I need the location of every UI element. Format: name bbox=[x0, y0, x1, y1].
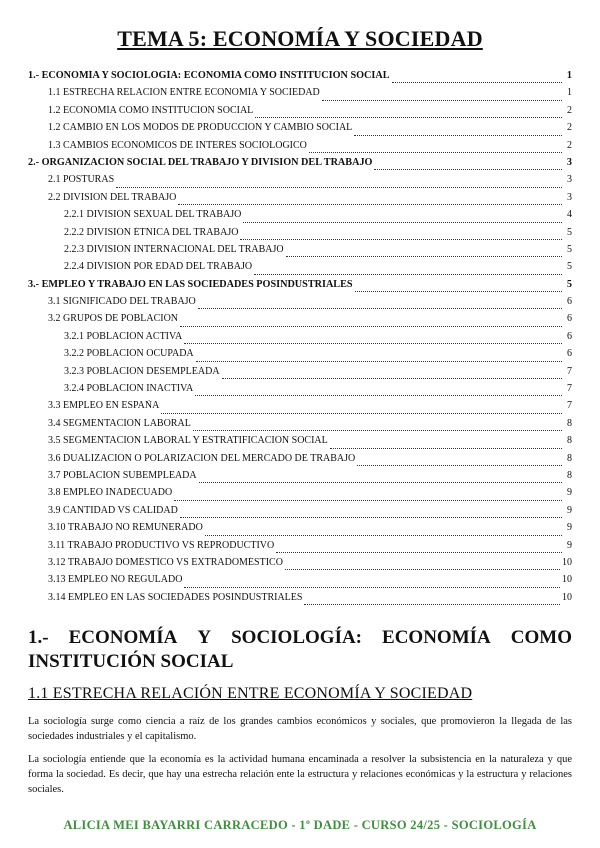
toc-entry-label: 3.8 EMPLEO INADECUADO bbox=[48, 487, 173, 499]
toc-entry-page: 6 bbox=[567, 348, 572, 360]
toc-entry-page: 10 bbox=[562, 591, 572, 603]
sub-heading: 1.1 ESTRECHA RELACIÓN ENTRE ECONOMÍA Y SOCIEDAD bbox=[28, 685, 473, 702]
toc-entry-label: 1.1 ESTRECHA RELACIÓN ENTRE ECONOMÍA Y SOCIEDAD bbox=[48, 87, 320, 99]
paragraph: La sociología surge como ciencia a raíz de los grandes cambios económicos y sociales, que promovieron la llegada de las sociedades industriales y el capitalismo. bbox=[28, 716, 572, 742]
toc-entry-page: 3 bbox=[567, 191, 572, 203]
toc-entry-page: 7 bbox=[567, 400, 572, 412]
toc-entry-page: 8 bbox=[567, 435, 572, 447]
toc-entry-page: 9 bbox=[567, 487, 572, 499]
toc-leader bbox=[180, 325, 562, 327]
toc-entry[interactable] bbox=[28, 557, 572, 574]
toc-leader bbox=[161, 412, 562, 414]
toc-entry-page: 6 bbox=[567, 313, 572, 325]
toc-entry[interactable] bbox=[28, 209, 572, 226]
toc-leader bbox=[196, 360, 562, 362]
toc-leader bbox=[180, 516, 562, 518]
section-heading-line2: INSTITUCIÓN SOCIAL bbox=[28, 651, 234, 672]
toc-entry-label: 1.- ECONOMÍA Y SOCIOLOGÍA: ECONOMÍA COMO INSTITUCIÓN SOCIAL bbox=[28, 70, 390, 81]
toc-entry-page: 8 bbox=[567, 452, 572, 464]
toc-entry-page: 1 bbox=[567, 87, 572, 99]
toc-entry-label: 1.3 CAMBIOS ECONÓMICOS DE INTERÉS SOCIOLÓGICO bbox=[48, 139, 307, 151]
toc-leader bbox=[116, 186, 562, 188]
toc-leader bbox=[178, 203, 562, 205]
toc-entry-page: 5 bbox=[567, 226, 572, 238]
toc-entry-label: 3.2.1 POBLACIÓN ACTIVA bbox=[64, 330, 183, 342]
toc-leader bbox=[392, 81, 562, 83]
toc-leader bbox=[184, 586, 560, 588]
toc-entry-page: 9 bbox=[567, 522, 572, 534]
toc-leader bbox=[322, 99, 562, 101]
toc-entry-label: 3.1 SIGNIFICADO DEL TRABAJO bbox=[48, 296, 196, 308]
toc-entry[interactable] bbox=[28, 140, 572, 157]
toc-leader bbox=[195, 394, 562, 396]
toc-entry[interactable] bbox=[28, 592, 572, 609]
toc-entry-page: 9 bbox=[567, 539, 572, 551]
toc-entry-label: 3.10 TRABAJO NO REMUNERADO bbox=[48, 522, 203, 534]
toc-entry-page: 8 bbox=[567, 417, 572, 429]
footer: ALICIA MEI BAYARRI CARRACEDO - 1º DADE - CURSO 24/25 - SOCIOLOGÍA bbox=[63, 818, 537, 832]
toc-entry-label: 2.2.4 DIVISIÓN POR EDAD DEL TRABAJO bbox=[64, 261, 253, 273]
toc-entry-label: 1.2 CAMBIO EN LOS MODOS DE PRODUCCIÓN Y CAMBIO SOCIAL bbox=[48, 122, 353, 134]
toc-entry-page: 2 bbox=[567, 104, 572, 116]
toc-leader bbox=[193, 429, 562, 431]
toc-entry-page: 8 bbox=[567, 469, 572, 481]
toc-entry-label: 2.- ORGANIZACIÓN SOCIAL DEL TRABAJO Y DIVISIÓN DEL TRABAJO bbox=[28, 156, 373, 168]
toc-entry[interactable] bbox=[28, 487, 572, 504]
toc-entry[interactable] bbox=[28, 261, 572, 278]
paragraph: La sociología entiende que la economía es la actividad humana encaminada a resolver la subsistencia en la naturaleza y que forma la sociedad. Es decir, que hay una estrecha relación ente la estructura y relaciones económicas y la estructura y relaciones sociales. bbox=[28, 754, 572, 795]
toc-entry-page: 6 bbox=[567, 296, 572, 308]
toc-entry-page: 7 bbox=[567, 365, 572, 377]
toc-entry[interactable] bbox=[28, 227, 572, 244]
section-heading-line1 bbox=[28, 626, 572, 650]
toc-entry-page: 5 bbox=[567, 261, 572, 273]
heading-word: ECONOMÍA bbox=[382, 627, 491, 648]
toc-entry[interactable] bbox=[28, 122, 572, 139]
toc-entry-label: 2.1 POSTURAS bbox=[48, 174, 115, 186]
toc-entry-page: 2 bbox=[567, 122, 572, 134]
heading-word: SOCIOLOGÍA: bbox=[231, 627, 363, 648]
toc-entry-label: 3.11 TRABAJO PRODUCTIVO VS REPRODUCTIVO bbox=[48, 539, 275, 551]
toc-entry[interactable] bbox=[28, 540, 572, 557]
toc-entry[interactable] bbox=[28, 366, 572, 383]
toc-entry-page: 10 bbox=[562, 574, 572, 586]
toc-leader bbox=[222, 377, 562, 379]
toc-entry[interactable] bbox=[28, 453, 572, 470]
toc-entry[interactable] bbox=[28, 296, 572, 313]
toc-entry[interactable] bbox=[28, 174, 572, 191]
page-title: TEMA 5: ECONOMÍA Y SOCIEDAD bbox=[117, 26, 483, 51]
toc-entry-label: 3.4 SEGMENTACIÓN LABORAL bbox=[48, 417, 191, 429]
toc-leader bbox=[286, 255, 562, 257]
toc-leader bbox=[243, 221, 562, 223]
toc-entry-page: 3 bbox=[566, 156, 572, 168]
toc-leader bbox=[254, 273, 562, 275]
toc-entry-label: 3.13 EMPLEO NO REGULADO bbox=[48, 574, 183, 586]
toc-leader bbox=[309, 151, 562, 153]
heading-word: ECONOMÍA bbox=[68, 627, 178, 648]
toc-entry-page: 1 bbox=[566, 70, 572, 81]
toc-entry-label: 3.14 EMPLEO EN LAS SOCIEDADES POSINDUSTRIALES bbox=[48, 591, 303, 603]
toc-entry[interactable] bbox=[28, 470, 572, 487]
toc-leader bbox=[374, 168, 562, 170]
toc-entry[interactable] bbox=[28, 400, 572, 417]
section-heading bbox=[28, 626, 572, 674]
toc-entry[interactable] bbox=[28, 279, 572, 296]
toc-entry-label: 3.6 DUALIZACIÓN O POLARIZACIÓN DEL MERCADO DE TRABAJO bbox=[48, 452, 356, 464]
toc-leader bbox=[240, 238, 562, 240]
toc-entry[interactable] bbox=[28, 574, 572, 591]
toc-entry[interactable] bbox=[28, 157, 572, 174]
toc-entry-page: 9 bbox=[567, 504, 572, 516]
toc-leader bbox=[304, 603, 560, 605]
toc-leader bbox=[355, 290, 562, 292]
heading-word: COMO bbox=[510, 627, 572, 648]
toc-entry[interactable] bbox=[28, 192, 572, 209]
toc-entry-page: 4 bbox=[567, 209, 572, 221]
heading-word: 1.- bbox=[28, 627, 49, 648]
toc-leader bbox=[199, 481, 562, 483]
toc-entry-page: 5 bbox=[567, 243, 572, 255]
toc-entry-label: 3.5 SEGMENTACIÓN LABORAL Y ESTRATIFICACIÓN SOCIAL bbox=[48, 435, 328, 447]
toc-entry-label: 3.9 CANTIDAD VS CALIDAD bbox=[48, 504, 178, 516]
toc-entry-page: 7 bbox=[567, 383, 572, 395]
toc-entry[interactable] bbox=[28, 522, 572, 539]
toc-entry-page: 6 bbox=[567, 330, 572, 342]
toc-leader bbox=[198, 307, 562, 309]
toc-leader bbox=[205, 534, 562, 536]
toc-entry[interactable] bbox=[28, 244, 572, 261]
toc-leader bbox=[357, 464, 562, 466]
toc-entry-label: 2.2.3 DIVISIÓN INTERNACIONAL DEL TRABAJO bbox=[64, 243, 284, 255]
table-of-contents bbox=[28, 70, 572, 609]
toc-leader bbox=[354, 134, 562, 136]
toc-leader bbox=[184, 342, 562, 344]
toc-entry-label: 3.2.3 POBLACIÓN DESEMPLEADA bbox=[64, 365, 220, 377]
toc-leader bbox=[174, 499, 562, 501]
toc-entry[interactable] bbox=[28, 105, 572, 122]
toc-entry-label: 3.- EMPLEO Y TRABAJO EN LAS SOCIEDADES POSINDUSTRIALES bbox=[28, 278, 353, 290]
toc-entry-page: 10 bbox=[562, 556, 572, 568]
toc-entry[interactable] bbox=[28, 435, 572, 452]
toc-entry-page: 5 bbox=[566, 278, 572, 290]
heading-word: Y bbox=[197, 627, 212, 648]
toc-leader bbox=[330, 447, 562, 449]
toc-entry[interactable] bbox=[28, 70, 572, 87]
toc-entry-label: 3.2.2 POBLACIÓN OCUPADA bbox=[64, 348, 194, 360]
toc-entry[interactable] bbox=[28, 331, 572, 348]
toc-leader bbox=[276, 551, 562, 553]
toc-entry-page: 2 bbox=[567, 139, 572, 151]
toc-entry[interactable] bbox=[28, 348, 572, 365]
toc-entry-label: 3.3 EMPLEO EN ESPAÑA bbox=[48, 400, 160, 412]
toc-entry[interactable] bbox=[28, 505, 572, 522]
toc-entry-label: 2.2 DIVISIÓN DEL TRABAJO bbox=[48, 191, 177, 203]
toc-leader bbox=[285, 568, 560, 570]
toc-entry-label: 3.12 TRABAJO DOMÉSTICO VS EXTRADOMÉSTICO bbox=[48, 556, 283, 568]
toc-entry-page: 3 bbox=[567, 174, 572, 186]
toc-entry[interactable] bbox=[28, 313, 572, 330]
toc-leader bbox=[255, 116, 562, 118]
toc-entry-label: 2.2.1 DIVISIÓN SEXUAL DEL TRABAJO bbox=[64, 209, 242, 221]
toc-entry[interactable] bbox=[28, 383, 572, 400]
toc-entry-label: 3.7 POBLACIÓN SUBEMPLEADA bbox=[48, 469, 197, 481]
toc-entry-label: 1.2 ECONOMÍA COMO INSTITUCIÓN SOCIAL bbox=[48, 104, 254, 116]
toc-entry[interactable] bbox=[28, 87, 572, 104]
toc-entry-label: 3.2 GRUPOS DE POBLACIÓN bbox=[48, 313, 179, 325]
toc-entry-label: 3.2.4 POBLACIÓN INACTIVA bbox=[64, 383, 194, 395]
toc-entry[interactable] bbox=[28, 418, 572, 435]
toc-entry-label: 2.2.2 DIVISIÓN ÉTNICA DEL TRABAJO bbox=[64, 226, 239, 238]
